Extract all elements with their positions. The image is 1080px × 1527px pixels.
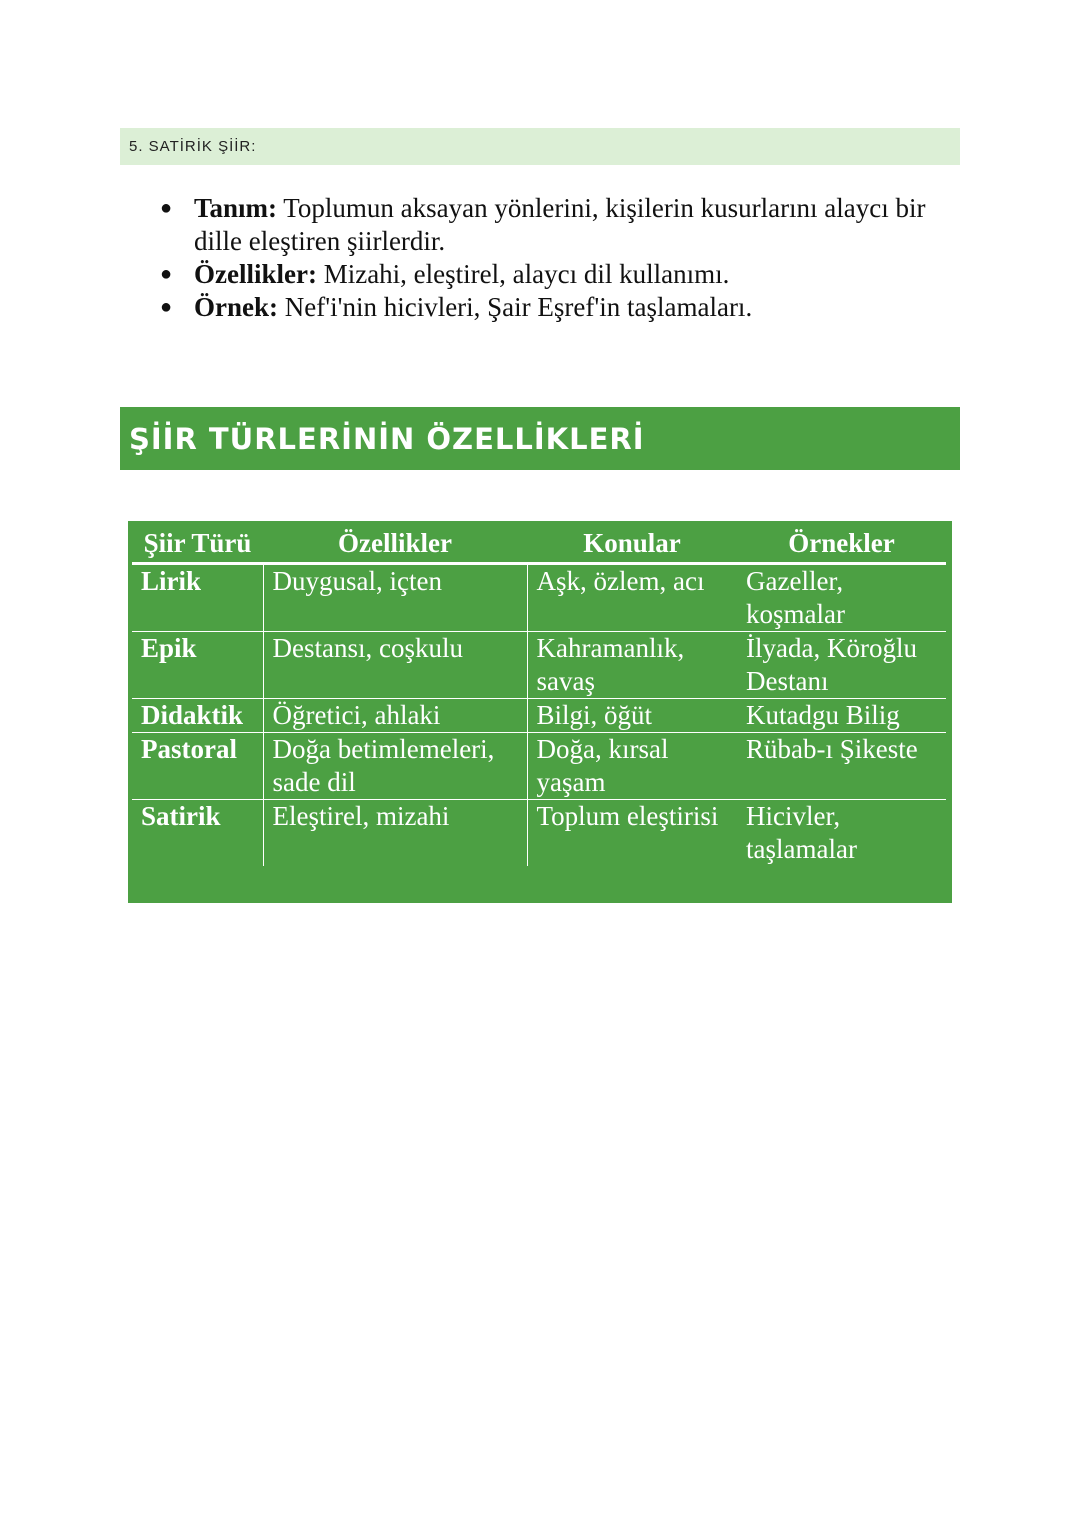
table-cell-topics: Aşk, özlem, acı: [527, 564, 737, 632]
table-cell-type: Pastoral: [132, 733, 263, 800]
bullet-icon: ●: [160, 197, 173, 219]
bullet-icon: ●: [160, 263, 173, 285]
list-item: [160, 258, 960, 291]
section-title-bar: [120, 128, 960, 165]
table-row: [132, 564, 946, 632]
table-cell-examples: İlyada, Köroğlu Destanı: [737, 632, 946, 699]
table-cell-topics: Bilgi, öğüt: [527, 699, 737, 733]
table-cell-features: Eleştirel, mizahi: [263, 800, 527, 867]
heading-bar: [120, 407, 960, 470]
table-cell-examples: Kutadgu Bilig: [737, 699, 946, 733]
table-cell-type: Satirik: [132, 800, 263, 867]
table-cell-examples: Gazeller, koşmalar: [737, 564, 946, 632]
list-item: [160, 192, 960, 258]
table-cell-features: Destansı, coşkulu: [263, 632, 527, 699]
list-item-label: Tanım:: [194, 193, 278, 223]
column-header-type: Şiir Türü: [132, 527, 263, 564]
table-cell-examples: Rübab-ı Şikeste: [737, 733, 946, 800]
table-cell-topics: Toplum eleştirisi: [536, 801, 719, 831]
column-header-examples: Örnekler: [737, 527, 946, 564]
column-header-topics: Konular: [527, 527, 737, 564]
table-cell-topics: Kahramanlık, savaş: [527, 632, 737, 699]
table-cell-examples: Hicivler, taşlamalar: [746, 801, 857, 864]
table-row: [132, 632, 946, 699]
table-cell-type: Didaktik: [132, 699, 263, 733]
column-header-features: Özellikler: [263, 527, 527, 564]
section-title: 5. SATİRİK ŞİİR:: [129, 138, 257, 155]
table-cell-features: Doğa betimlemeleri, sade dil: [263, 733, 527, 800]
table-cell-type: Epik: [132, 632, 263, 699]
table-header-row: [132, 527, 946, 564]
page-heading: ŞİİR TÜRLERİNİN ÖZELLİKLERİ: [129, 421, 645, 456]
list-item-text: Nef'i'nin hicivleri, Şair Eşref'in taşlamaları.: [278, 292, 753, 322]
list-item-label: Örnek:: [194, 292, 278, 322]
list-item-text: Mizahi, eleştirel, alaycı dil kullanımı.: [316, 259, 730, 289]
definition-list: [160, 192, 960, 324]
list-item-text: Toplumun aksayan yönlerini, kişilerin kusurlarını alaycı bir dille eleştiren şiirlerdir.: [194, 193, 926, 256]
list-item-label: Özellikler:: [194, 259, 317, 289]
table-cell-features: Öğretici, ahlaki: [263, 699, 527, 733]
bullet-icon: ●: [160, 296, 173, 318]
list-item: [160, 291, 960, 324]
poetry-types-table: [132, 527, 946, 866]
table-cell-features: Duygusal, içten: [263, 564, 527, 632]
table-cell-topics: Doğa, kırsal yaşam: [527, 733, 737, 800]
poetry-types-table-container: [128, 521, 952, 903]
table-row: [132, 699, 946, 733]
table-row: [132, 800, 946, 867]
table-cell-type: Lirik: [132, 564, 263, 632]
table-row: [132, 733, 946, 800]
